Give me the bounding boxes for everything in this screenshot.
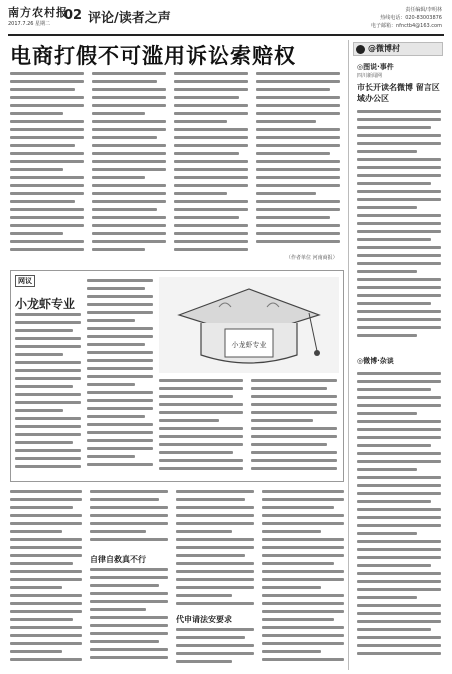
sidebar-subheading: ◎微博·杂谈 — [357, 357, 394, 365]
box-tag: 网议 — [15, 275, 35, 287]
bottom-articles — [10, 486, 344, 670]
contact-phone: 热线电话：020-83003876 — [380, 15, 442, 21]
cartoon-illustration — [159, 277, 339, 373]
bottom-column-2 — [90, 490, 168, 550]
header-rule — [8, 34, 444, 36]
bottom-right-subheading: 代申请法安要求 — [176, 615, 232, 624]
section-title: 评论/读者之声 — [88, 11, 171, 26]
sidebar-headline: 市长开读名微博 留言区域办公区 — [357, 83, 440, 103]
bottom-column-3 — [90, 568, 168, 668]
weibo-sidebar — [348, 40, 446, 670]
lead-column-4 — [256, 72, 340, 250]
publication-date: 2017.7.26 星期二 — [8, 21, 51, 27]
lead-byline: （作者单位 河南商报） — [286, 255, 338, 261]
bottom-column-5 — [176, 628, 254, 668]
cartoon-sign-text: 小龙虾专业 — [231, 341, 267, 349]
bottom-column-4 — [176, 490, 254, 610]
lead-column-3 — [174, 72, 248, 258]
box-headline: 小龙虾专业 — [15, 297, 76, 311]
contact-email: 电子邮箱：nfnctb4@163.com — [371, 23, 442, 29]
contact-editor: 责任编辑/李明林 — [405, 7, 442, 13]
weibo-village-tag — [353, 42, 443, 56]
sidebar-text-1 — [357, 110, 441, 348]
box-column-4 — [251, 379, 337, 477]
masthead — [8, 4, 444, 32]
sidebar-text-2 — [357, 372, 441, 664]
lead-column-1 — [10, 72, 84, 258]
newspaper-logo: 南方农村报 — [8, 6, 68, 19]
bottom-column-1 — [10, 490, 82, 668]
commentary-box — [10, 270, 344, 482]
page-number: 02 — [64, 8, 83, 23]
weibo-account: ◎图说·事件 — [357, 63, 394, 71]
box-column-3 — [159, 379, 243, 477]
contact-info — [371, 6, 442, 30]
lead-headline: 电商打假不可滥用诉讼索赔权 — [10, 44, 296, 68]
weibo-source: 四川新闻网 — [357, 73, 383, 79]
graduation-cap-icon — [159, 277, 339, 373]
weibo-tag-label: @微博村 — [368, 44, 400, 53]
weibo-icon — [356, 45, 365, 54]
bottom-left-subheading: 自律自救真不行 — [90, 555, 146, 564]
lead-column-2 — [92, 72, 166, 258]
bottom-column-6 — [262, 490, 344, 668]
box-column-2 — [87, 279, 153, 477]
box-column-1 — [15, 313, 81, 477]
